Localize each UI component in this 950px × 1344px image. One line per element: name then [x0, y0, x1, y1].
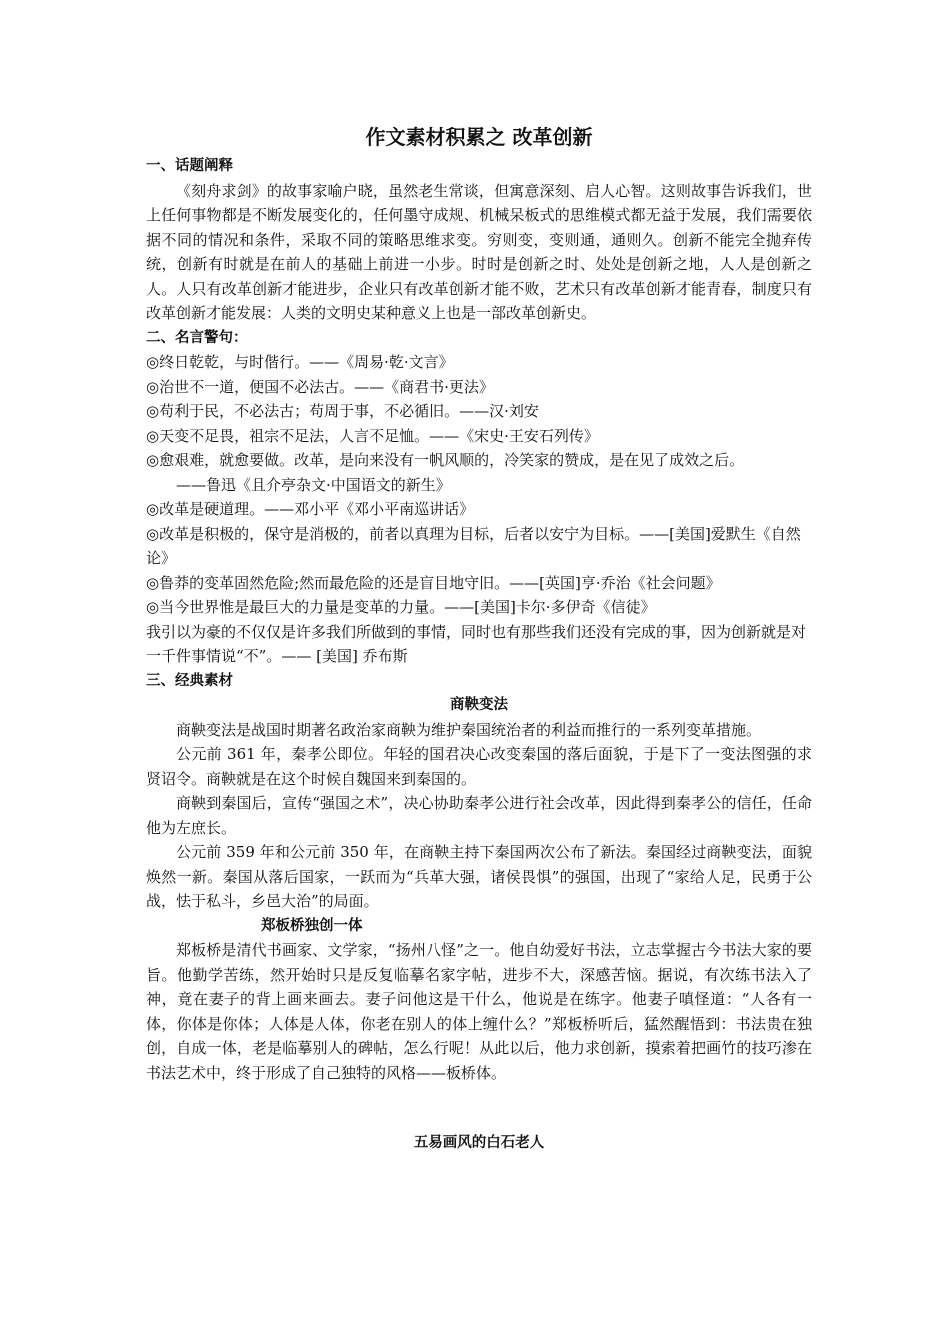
quote-item: ◎鲁莽的变革固然危险;然而最危险的还是盲目地守旧。——[英国]亨·乔治《社会问题》	[146, 573, 721, 592]
quote-item: ◎治世不一道，便国不必法古。——《商君书·更法》	[146, 377, 494, 396]
quote-item: ◎改革是积极的，保守是消极的，前者以真理为目标，后者以安宁为目标。——[美国]爱默生《自然论》	[146, 524, 801, 567]
topic-paragraph: 《刻舟求剑》的故事家喻户晓，虽然老生常谈，但寓意深刻、启人心智。这则故事告诉我们，世上任何事物都是不断发展变化的，任何墨守成规、机械呆板式的思维模式都无益于发展，我们需要依据不同的情况和条件，采取不同的策略思维求变。穷则变，变则通，通则久。创新不能完全抛弃传统，创新有时就是在前人的基础上前进一小步。时时是创新之时、处处是创新之地，人人是创新之人。人只有改革创新才能进步，企业只有改革创新才能不败，艺术只有改革创新才能青春，制度只有改革创新才能发展：人类的文明史某种意义上也是一部改革创新史。	[146, 181, 812, 322]
quote-item: ◎改革是硬道理。——邓小平《邓小平南巡讲话》	[146, 500, 475, 518]
blank-spacer	[146, 1085, 812, 1131]
document-title: 作文素材积累之 改革创新	[365, 125, 593, 149]
quote-item: ◎当今世界惟是最巨大的力量是变革的力量。——[美国]卡尔·多伊奇《信徒》	[146, 598, 656, 616]
document-body	[146, 122, 812, 1156]
quote-item: 我引以为豪的不仅仅是许多我们所做到的事情，同时也有那些我们还没有完成的事，因为创新就是对一千件事情说“不”。—— [美国] 乔布斯	[146, 622, 807, 665]
quote-item: ◎天变不足畏，祖宗不足法，人言不足恤。——《宋史·王安石列传》	[146, 426, 599, 445]
story-title-baishi: 五易画风的白石老人	[413, 1135, 545, 1151]
story-paragraph: 郑板桥是清代书画家、文学家，“扬州八怪”之一。他自幼爱好书法，立志掌握古今书法大家的要旨。他勤学苦练，然开始时只是反复临摹名家字帖，进步不大，深感苦恼。据说，有次练书法入了神，竟在妻子的背上画来画去。妻子问他这是干什么，他说是在练字。他妻子嗔怪道：“人各有一体，你体是你体；人体是人体，你老在别人的体上缠什么？”郑板桥听后，猛然醒悟到：书法贵在独创，自成一体，老是临摹别人的碑帖，怎么行呢！从此以后，他力求创新，摸索着把画竹的技巧渗在书法艺术中，终于形成了自己独特的风格——板桥体。	[146, 941, 812, 1082]
story-title-zhengbanqiao: 郑板桥独创一体	[261, 917, 363, 934]
section-heading-topic: 一、话题阐释	[146, 158, 233, 174]
quote-item: ◎终日乾乾，与时偕行。——《周易·乾·文言》	[146, 353, 454, 371]
story-title-shangyang: 商鞅变法	[450, 697, 508, 713]
quote-source: ——鲁迅《且介亭杂文·中国语文的新生》	[176, 475, 451, 494]
section-heading-quotes: 二、名言警句：	[146, 329, 248, 346]
story-paragraph: 公元前 361 年，秦孝公即位。年轻的国君决心改变秦国的落后面貌，于是下了一变法图强的求贤诏令。商鞅就是在这个时候自魏国来到秦国的。	[146, 745, 812, 788]
story-paragraph: 商鞅变法是战国时期著名政治家商鞅为维护秦国统治者的利益而推行的一系列变革措施。	[176, 720, 762, 739]
quote-item: ◎苟利于民，不必法古；苟周于事，不必循旧。——汉·刘安	[146, 402, 539, 420]
quote-item: ◎愈艰难，就愈要做。改革，是向来没有一帆风顺的，冷笑家的赞成，是在见了成效之后。	[146, 451, 745, 469]
story-paragraph: 商鞅到秦国后，宣传“强国之术”，决心协助秦孝公进行社会改革，因此得到秦孝公的信任，任命他为左庶长。	[146, 794, 812, 837]
section-heading-materials: 三、经典素材	[146, 672, 233, 689]
story-paragraph: 公元前 359 年和公元前 350 年，在商鞅主持下秦国两次公布了新法。秦国经过商鞅变法，面貌焕然一新。秦国从落后国家，一跃而为“兵革大强，诸侯畏惧”的强国，出现了“家给人足，民勇于公战，怯于私斗，乡邑大治”的局面。	[146, 843, 812, 910]
